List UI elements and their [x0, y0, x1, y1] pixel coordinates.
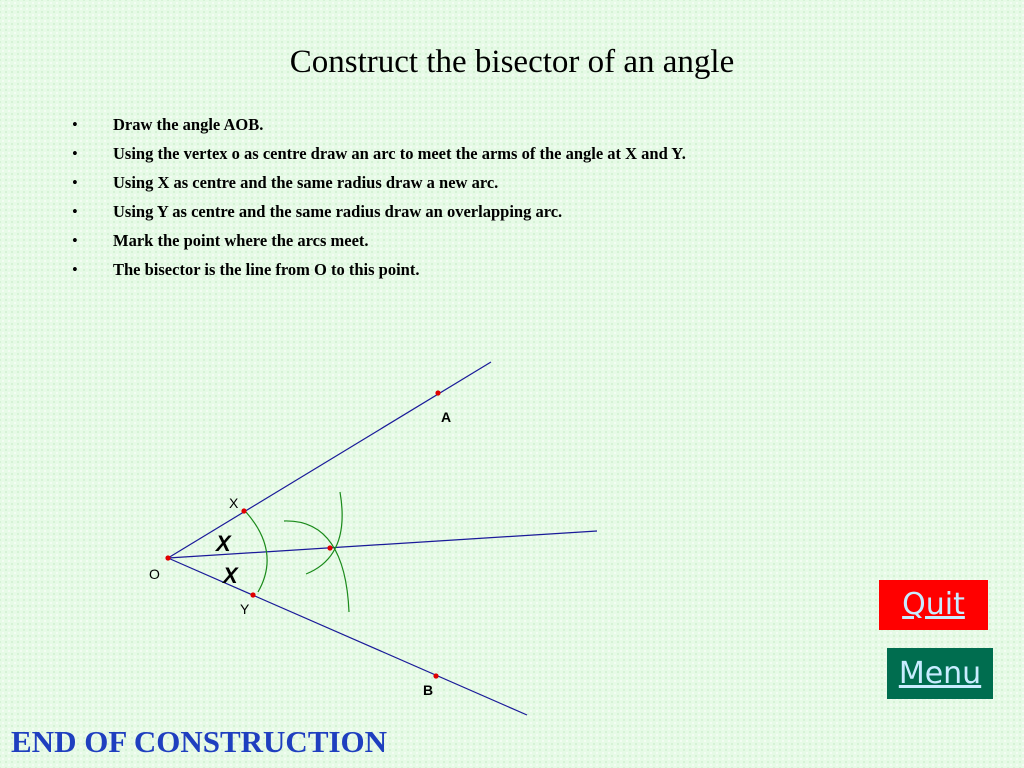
point-o-label: O — [149, 566, 160, 582]
point-a-label: A — [441, 409, 452, 425]
end-of-construction-caption: END OF CONSTRUCTION — [11, 724, 388, 759]
slide-title: Construct the bisector of an angle — [289, 44, 735, 80]
arcs-intersection-dot — [327, 545, 332, 550]
point-o-dot — [165, 555, 170, 560]
arm-oa-line — [168, 362, 491, 558]
arm-ob-line — [168, 558, 527, 715]
bullet: • — [72, 202, 78, 221]
instruction-text: The bisector is the line from O to this point. — [113, 260, 420, 279]
point-b-dot — [433, 673, 438, 678]
point-y-label: Y — [240, 601, 250, 617]
point-b-label: B — [423, 682, 434, 698]
quit-button[interactable]: Quit — [879, 580, 988, 630]
instruction-text: Using X as centre and the same radius draw a new arc. — [113, 173, 499, 192]
bullet: • — [72, 144, 78, 163]
point-y-dot — [250, 592, 255, 597]
bullet: • — [72, 115, 78, 134]
arc-centre-y — [306, 492, 342, 574]
bullet: • — [72, 231, 78, 250]
instruction-text: Using Y as centre and the same radius draw an overlapping arc. — [113, 202, 563, 221]
angle-mark-upper: X — [216, 531, 231, 556]
bullet: • — [72, 173, 78, 192]
instruction-text: Draw the angle AOB. — [113, 115, 264, 134]
point-x-dot — [241, 508, 246, 513]
instruction-text: Mark the point where the arcs meet. — [113, 231, 369, 250]
angle-mark-lower: X — [223, 563, 238, 588]
point-x-label: X — [229, 495, 239, 511]
bisector-line — [168, 531, 597, 558]
menu-button[interactable]: Menu — [887, 648, 993, 699]
arc-centre-x — [284, 521, 349, 612]
point-a-dot — [435, 390, 440, 395]
bullet: • — [72, 260, 78, 279]
instruction-text: Using the vertex o as centre draw an arc to meet the arms of the angle at X and Y. — [113, 144, 686, 163]
